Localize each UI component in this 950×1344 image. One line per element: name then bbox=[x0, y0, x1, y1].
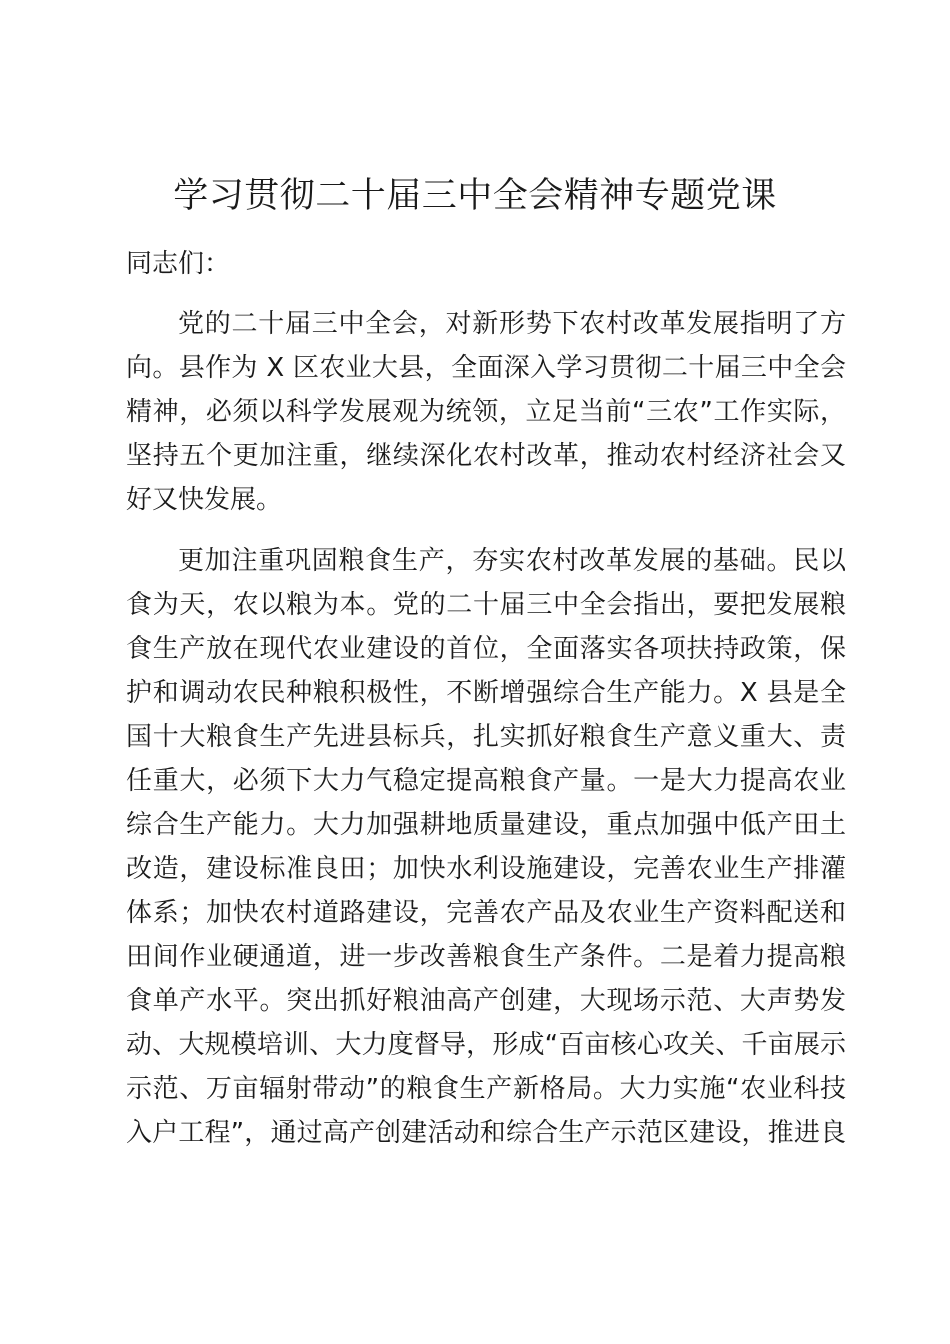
paragraph-line: 食生产放在现代农业建设的首位，全面落实各项扶持政策，保 bbox=[126, 634, 846, 664]
paragraph-line: 精神，必须以科学发展观为统领，立足当前“三农”工作实际， bbox=[126, 397, 846, 427]
paragraph-line: 田间作业硬通道，进一步改善粮食生产条件。二是着力提高粮 bbox=[126, 942, 846, 972]
greeting: 同志们： bbox=[126, 249, 231, 279]
paragraph-line: 坚持五个更加注重，继续深化农村改革，推动农村经济社会又 bbox=[126, 441, 846, 471]
paragraph-line: 国十大粮食生产先进县标兵，扎实抓好粮食生产意义重大、责 bbox=[126, 722, 846, 752]
paragraph-line: 体系；加快农村道路建设，完善农产品及农业生产资料配送和 bbox=[126, 898, 846, 928]
paragraph-line: 向。县作为 X 区农业大县，全面深入学习贯彻二十届三中全会 bbox=[126, 353, 846, 383]
paragraph-line: 更加注重巩固粮食生产，夯实农村改革发展的基础。民以 bbox=[178, 546, 846, 576]
paragraph-line: 护和调动农民种粮积极性，不断增强综合生产能力。X 县是全 bbox=[126, 678, 846, 708]
paragraph-line: 好又快发展。 bbox=[126, 485, 283, 515]
paragraph-line: 动、大规模培训、大力度督导，形成“百亩核心攻关、千亩展示 bbox=[126, 1030, 846, 1060]
document-title: 学习贯彻二十届三中全会精神专题党课 bbox=[173, 176, 777, 216]
paragraph-line: 任重大，必须下大力气稳定提高粮食产量。一是大力提高农业 bbox=[126, 766, 846, 796]
paragraph-1 bbox=[126, 302, 846, 522]
paragraph-line: 食为天，农以粮为本。党的二十届三中全会指出，要把发展粮 bbox=[126, 590, 846, 620]
paragraph-line: 食单产水平。突出抓好粮油高产创建，大现场示范、大声势发 bbox=[126, 986, 846, 1016]
paragraph-line: 入户工程”，通过高产创建活动和综合生产示范区建设，推进良 bbox=[126, 1118, 846, 1148]
paragraph-line: 示范、万亩辐射带动”的粮食生产新格局。大力实施“农业科技 bbox=[126, 1074, 846, 1104]
paragraph-2 bbox=[126, 539, 846, 1155]
paragraph-line: 党的二十届三中全会，对新形势下农村改革发展指明了方 bbox=[178, 309, 846, 339]
paragraph-line: 综合生产能力。大力加强耕地质量建设，重点加强中低产田土 bbox=[126, 810, 846, 840]
paragraph-line: 改造，建设标准良田；加快水利设施建设，完善农业生产排灌 bbox=[126, 854, 846, 884]
